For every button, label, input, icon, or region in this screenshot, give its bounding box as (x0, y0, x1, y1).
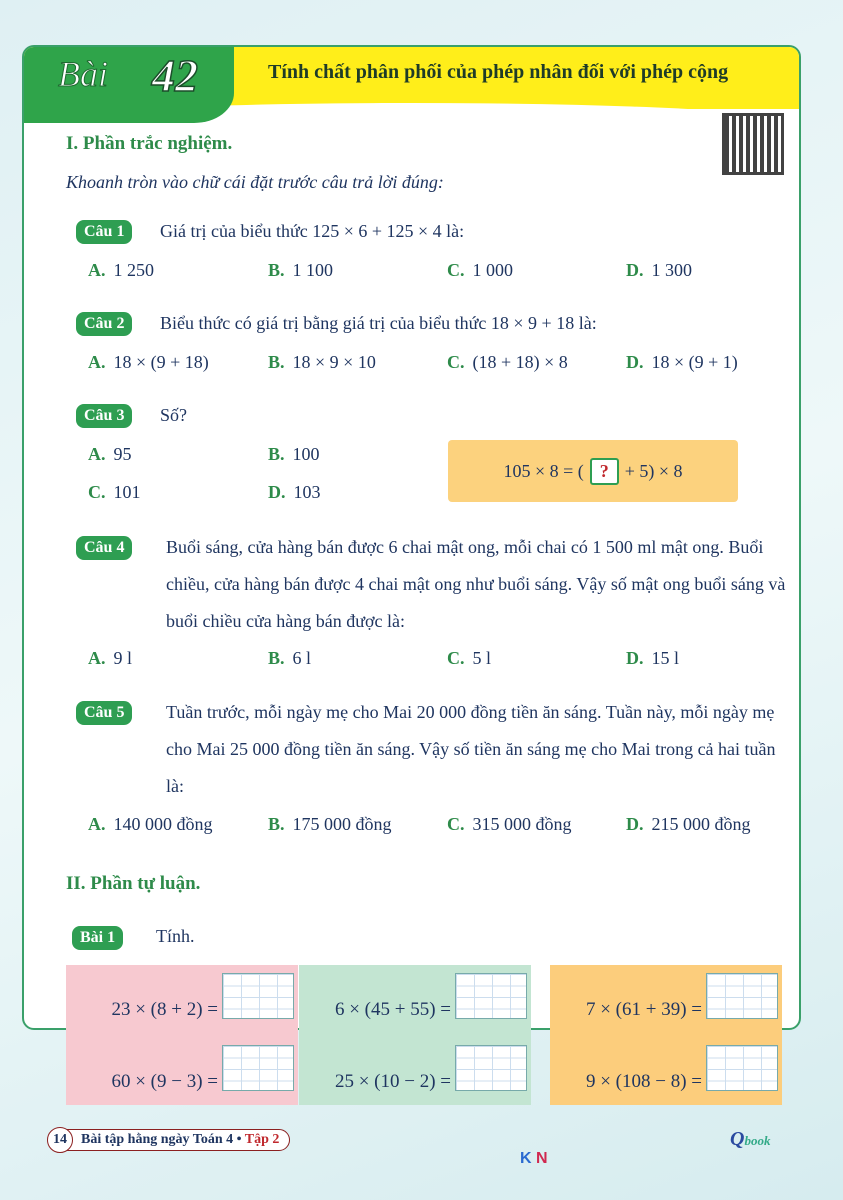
answer-option[interactable] (268, 482, 321, 503)
answer-grid[interactable] (706, 1045, 778, 1091)
answer-option[interactable] (88, 482, 141, 503)
option-value: 215 000 đồng (651, 814, 751, 834)
hint-right: + 5) × 8 (624, 460, 683, 481)
option-letter: B. (268, 260, 285, 280)
option-value: 1 100 (292, 260, 334, 280)
option-value: 5 l (472, 648, 492, 668)
lesson-word: Bài (58, 54, 108, 94)
exercise-badge: Bài 1 (72, 926, 123, 950)
option-letter: C. (88, 482, 106, 502)
section2-title: II. Phần tự luận. (66, 873, 201, 894)
option-letter: A. (88, 444, 106, 464)
option-value: 315 000 đồng (472, 814, 572, 834)
question-badge: Câu 2 (76, 312, 132, 336)
unknown-box[interactable]: ? (590, 458, 619, 485)
exercise-expression: 60 × (9 − 3) = (111, 1071, 218, 1092)
option-value: 103 (293, 482, 321, 502)
option-letter: D. (626, 648, 644, 668)
option-letter: D. (268, 482, 286, 502)
hint-left: 105 × 8 = ( (503, 460, 584, 481)
answer-option[interactable] (626, 814, 751, 835)
exercise-expression: 7 × (61 + 39) = (585, 999, 702, 1020)
option-value: 18 × (9 + 1) (651, 352, 738, 372)
qr-code-icon[interactable] (722, 113, 784, 175)
option-letter: B. (268, 814, 285, 834)
footer-book (48, 1129, 290, 1151)
answer-option[interactable] (626, 352, 738, 373)
option-value: 1 300 (651, 260, 692, 280)
answer-option[interactable] (88, 260, 154, 281)
exercise-panel (299, 965, 531, 1105)
book-title: Bài tập hằng ngày Toán 4 • (81, 1132, 242, 1147)
option-value: 95 (113, 444, 132, 464)
answer-option[interactable] (268, 352, 376, 373)
option-letter: B. (268, 444, 285, 464)
option-value: 18 × 9 × 10 (292, 352, 376, 372)
exercise-expression: 23 × (8 + 2) = (111, 999, 218, 1020)
option-value: 140 000 đồng (113, 814, 213, 834)
option-letter: B. (268, 648, 285, 668)
lesson-badge (24, 47, 234, 123)
answer-option[interactable] (447, 260, 513, 281)
answer-option[interactable] (88, 814, 213, 835)
qbook-logo: Qbook (730, 1128, 771, 1150)
exercise-expression: 25 × (10 − 2) = (334, 1071, 451, 1092)
question-text: Giá trị của biểu thức 125 × 6 + 125 × 4 là: (160, 221, 465, 241)
exercise-expression: 9 × (108 − 8) = (585, 1071, 702, 1092)
answer-option[interactable] (88, 352, 209, 373)
option-value: 101 (113, 482, 141, 502)
answer-option[interactable] (447, 814, 572, 835)
hint-box (448, 440, 738, 502)
option-value: 100 (292, 444, 320, 464)
option-letter: A. (88, 260, 106, 280)
option-value: 9 l (113, 648, 133, 668)
option-letter: A. (88, 814, 106, 834)
answer-option[interactable] (268, 444, 320, 465)
option-value: 175 000 đồng (292, 814, 392, 834)
instruction: Khoanh tròn vào chữ cái đặt trước câu trả lời đúng: (66, 172, 444, 192)
option-letter: D. (626, 352, 644, 372)
question-text: Số? (160, 405, 187, 425)
answer-option[interactable] (88, 648, 132, 669)
answer-option[interactable] (268, 814, 392, 835)
lesson-number: 42 (152, 50, 198, 101)
option-value: (18 + 18) × 8 (472, 352, 568, 372)
page-number: 14 (47, 1127, 73, 1153)
question-text: Tuần trước, mỗi ngày mẹ cho Mai 20 000 đồng tiền ăn sáng. Tuần này, mỗi ngày mẹ cho Mai 25 000 đồng tiền ăn sáng. Vậy số tiền ăn sáng mẹ cho Mai trong cả hai tuần là: (166, 702, 776, 796)
answer-grid[interactable] (706, 973, 778, 1019)
answer-option[interactable] (268, 648, 311, 669)
option-letter: B. (268, 352, 285, 372)
kn-logo: K N (520, 1150, 548, 1167)
question-text: Biểu thức có giá trị bằng giá trị của biểu thức 18 × 9 + 18 là: (160, 313, 597, 333)
option-letter: A. (88, 352, 106, 372)
question-badge: Câu 5 (76, 701, 132, 725)
option-value: 1 000 (472, 260, 513, 280)
answer-option[interactable] (447, 648, 491, 669)
answer-grid[interactable] (455, 973, 527, 1019)
answer-option[interactable] (268, 260, 333, 281)
exercise-instruction: Tính. (156, 926, 195, 946)
answer-option[interactable] (626, 648, 679, 669)
answer-grid[interactable] (455, 1045, 527, 1091)
answer-option[interactable] (447, 352, 568, 373)
option-value: 18 × (9 + 18) (113, 352, 209, 372)
option-letter: C. (447, 260, 465, 280)
question-text: Buổi sáng, cửa hàng bán được 6 chai mật ong, mỗi chai có 1 500 ml mật ong. Buổi chiều, cửa hàng bán được 4 chai mật ong như buổi sáng. Vậy số mật ong buổi sáng và buổi chiều cửa hàng bán được là: (166, 537, 786, 631)
option-letter: D. (626, 814, 644, 834)
answer-grid[interactable] (222, 973, 294, 1019)
section1-title: I. Phần trắc nghiệm. (66, 133, 233, 154)
exercise-panel (550, 965, 782, 1105)
question-badge: Câu 3 (76, 404, 132, 428)
exercise-panel (66, 965, 298, 1105)
option-value: 6 l (292, 648, 312, 668)
exercise-expression: 6 × (45 + 55) = (334, 999, 451, 1020)
question-badge: Câu 4 (76, 536, 132, 560)
option-letter: C. (447, 814, 465, 834)
lesson-title: Tính chất phân phối của phép nhân đối với phép cộng (268, 61, 729, 83)
book-volume: Tập 2 (244, 1132, 280, 1147)
option-value: 1 250 (113, 260, 154, 280)
option-letter: C. (447, 352, 465, 372)
answer-grid[interactable] (222, 1045, 294, 1091)
answer-option[interactable] (626, 260, 692, 281)
question-badge: Câu 1 (76, 220, 132, 244)
option-value: 15 l (651, 648, 680, 668)
option-letter: C. (447, 648, 465, 668)
option-letter: D. (626, 260, 644, 280)
option-letter: A. (88, 648, 106, 668)
answer-option[interactable] (88, 444, 132, 465)
